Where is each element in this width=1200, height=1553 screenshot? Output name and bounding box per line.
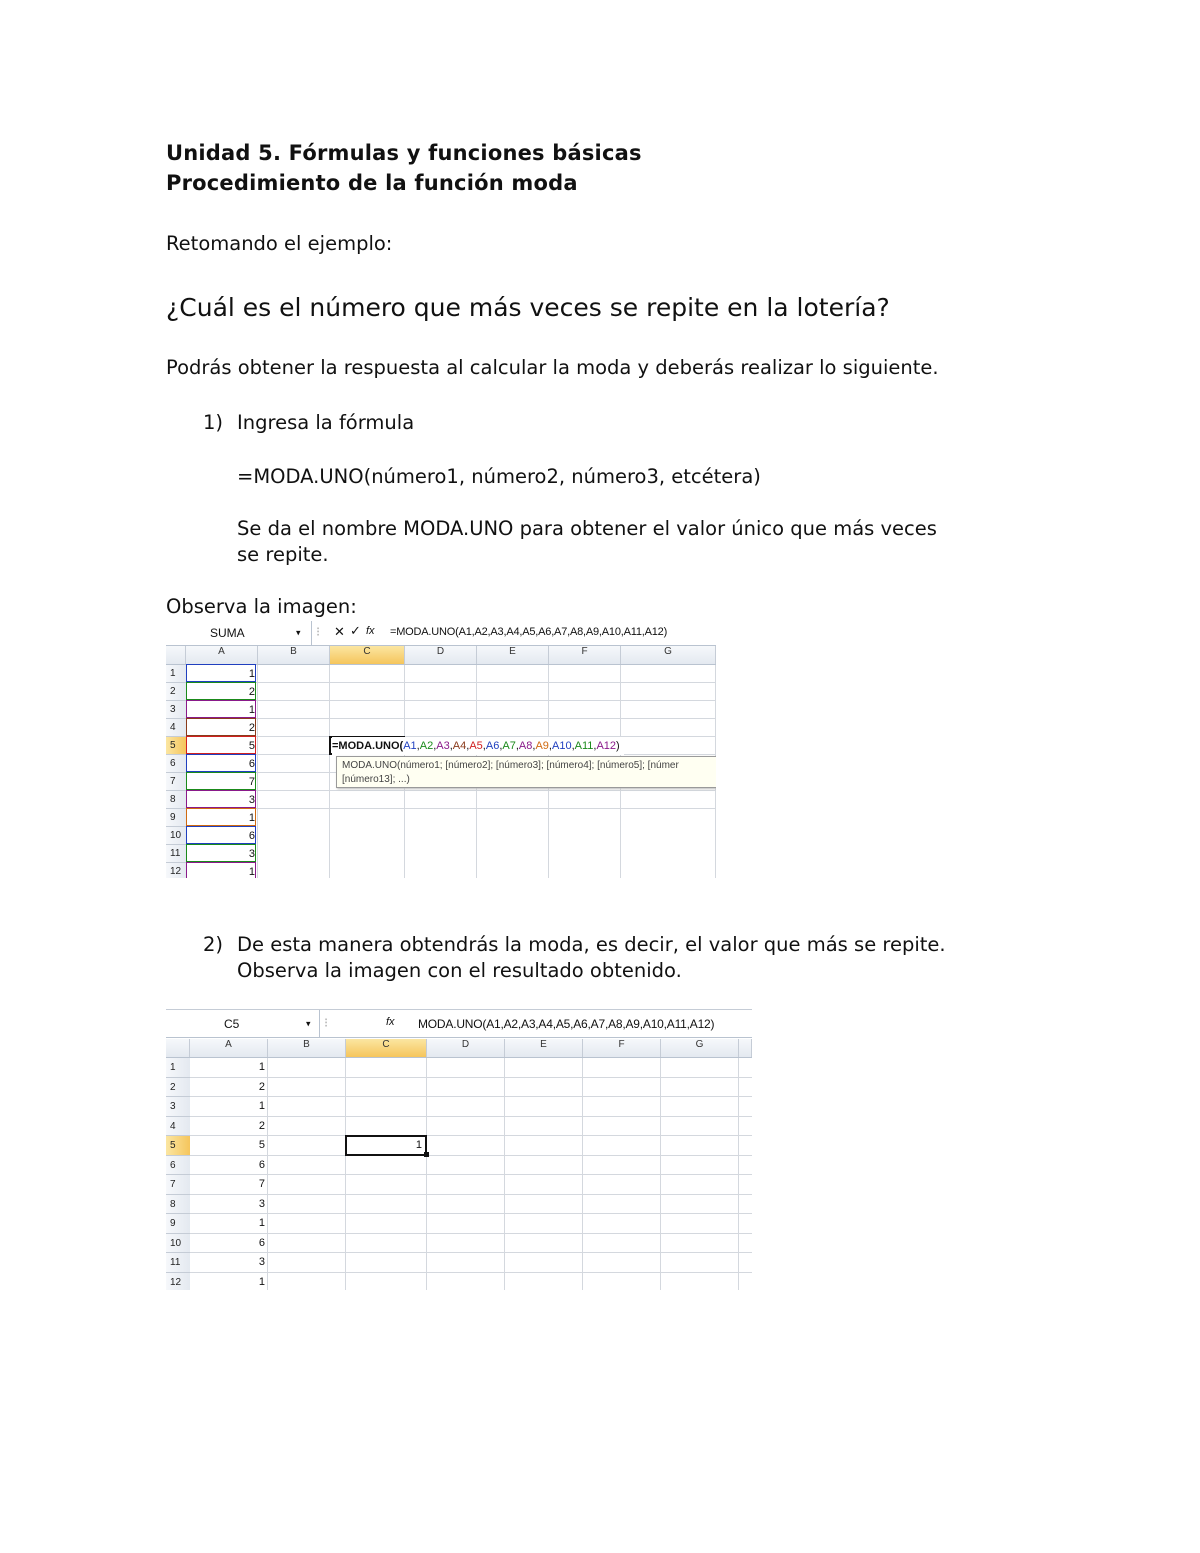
name-box-value: C5 — [224, 1016, 240, 1031]
step1-text: Ingresa la fórmula — [237, 411, 415, 434]
gridline-horizontal — [190, 1174, 752, 1175]
fill-handle[interactable] — [424, 1152, 429, 1157]
gridline-horizontal — [186, 808, 716, 809]
column-header-g[interactable]: G — [621, 646, 716, 664]
gridline-horizontal — [190, 1194, 752, 1195]
formula-separator: ) — [616, 740, 620, 752]
gridline-horizontal — [190, 1116, 752, 1117]
column-header-g[interactable]: G — [661, 1039, 739, 1057]
row-header-3[interactable]: 3 — [166, 701, 186, 719]
name-box[interactable] — [166, 621, 312, 645]
column-header-row — [166, 646, 716, 665]
gridline-horizontal — [186, 718, 716, 719]
formula-separator: , — [482, 740, 486, 752]
formula-bar — [166, 1010, 752, 1038]
column-header-d[interactable]: D — [427, 1039, 505, 1057]
cell-a3[interactable]: 1 — [258, 1100, 265, 1112]
step2-number: 2) — [203, 933, 224, 956]
column-header-b[interactable]: B — [258, 646, 330, 664]
step1-formula: =MODA.UNO(número1, número2, número3, etcétera) — [237, 465, 761, 488]
row-header-8[interactable]: 8 — [166, 1195, 190, 1215]
column-header-e[interactable]: E — [477, 646, 549, 664]
page-subtitle: Procedimiento de la función moda — [166, 171, 578, 195]
gridline-horizontal — [190, 1077, 752, 1078]
formula-separator: , — [466, 740, 470, 752]
tooltip-line1: MODA.UNO(número1; [número2]; [número3]; [número4]; [número5]; [númer — [342, 760, 679, 771]
formula-bar-input[interactable]: MODA.UNO(A1,A2,A3,A4,A5,A6,A7,A8,A9,A10,A11,A12) — [418, 1017, 715, 1031]
formula-bar — [166, 621, 716, 646]
formula-reference: A6 — [485, 740, 500, 752]
observe-text: Observa la imagen: — [166, 595, 357, 618]
row-header-12[interactable]: 12 — [166, 1273, 190, 1291]
step1-number: 1) — [203, 411, 224, 434]
row-header-10[interactable]: 10 — [166, 827, 186, 845]
gridline-horizontal — [186, 790, 716, 791]
row-header-7[interactable]: 7 — [166, 1175, 190, 1195]
column-header-f[interactable]: F — [583, 1039, 661, 1057]
cancel-icon[interactable]: ✕ — [334, 624, 345, 639]
question-heading: ¿Cuál es el número que más veces se repite en la lotería? — [166, 293, 890, 322]
cell-a2[interactable]: 2 — [258, 1080, 265, 1093]
cell-a2[interactable]: 2 — [248, 686, 255, 698]
grip-icon: ⁝ — [324, 1015, 329, 1030]
formula-separator: , — [532, 740, 536, 752]
cell-a5[interactable]: 5 — [248, 740, 255, 752]
formula-reference: A10 — [551, 740, 572, 752]
page-title: Unidad 5. Fórmulas y funciones básicas — [166, 141, 642, 165]
row-header-4[interactable]: 4 — [166, 719, 186, 737]
cell-a10[interactable]: 6 — [248, 830, 255, 842]
name-box[interactable] — [166, 1010, 320, 1037]
row-header-7[interactable]: 7 — [166, 773, 186, 791]
row-header-1[interactable]: 1 — [166, 665, 186, 683]
gridline-horizontal — [186, 700, 716, 701]
row-header-2[interactable]: 2 — [166, 1078, 190, 1098]
formula-function-name: =MODA.UNO( — [332, 740, 404, 752]
spreadsheet-screenshot-1 — [166, 621, 716, 878]
enter-check-icon[interactable]: ✓ — [350, 623, 361, 638]
sheet-grid — [166, 1039, 752, 1290]
column-header-c[interactable]: C — [346, 1039, 427, 1057]
insert-function-icon[interactable]: fx — [386, 1016, 395, 1028]
formula-reference: A4 — [452, 740, 467, 752]
formula-separator: , — [548, 740, 552, 752]
row-header-9[interactable]: 9 — [166, 1214, 190, 1234]
cell-a12[interactable]: 1 — [258, 1275, 265, 1288]
column-header-a[interactable]: A — [190, 1039, 268, 1057]
cell-a4[interactable]: 2 — [258, 1119, 265, 1132]
grip-icon: ⁝ — [316, 624, 321, 639]
column-header-c[interactable]: C — [330, 646, 405, 664]
cell-a7[interactable]: 7 — [248, 776, 255, 788]
cell-a6[interactable]: 6 — [248, 758, 255, 770]
formula-reference: A2 — [419, 740, 434, 752]
row-header-9[interactable]: 9 — [166, 809, 186, 827]
cell-a9[interactable]: 1 — [248, 812, 255, 824]
sheet-grid — [166, 646, 716, 878]
formula-bar-input[interactable]: =MODA.UNO(A1,A2,A3,A4,A5,A6,A7,A8,A9,A10,A11,A12) — [390, 626, 668, 638]
formula-separator: , — [593, 740, 597, 752]
cell-a10[interactable]: 6 — [258, 1236, 265, 1249]
column-header-a[interactable]: A — [186, 646, 258, 664]
select-all-corner[interactable] — [166, 646, 186, 664]
cell-a11[interactable]: 3 — [248, 848, 255, 860]
function-tooltip — [336, 756, 716, 788]
column-header-h[interactable] — [739, 1039, 752, 1057]
formula-reference: A8 — [518, 740, 533, 752]
cell-a1[interactable]: 1 — [258, 1061, 265, 1073]
gridline-horizontal — [190, 1135, 752, 1136]
step2-line1: De esta manera obtendrás la moda, es decir, el valor que más se repite. — [237, 933, 946, 956]
cell-a9[interactable]: 1 — [258, 1217, 265, 1229]
cell-a11[interactable]: 3 — [258, 1256, 265, 1268]
sheet-body — [166, 1058, 752, 1290]
cell-a5[interactable]: 5 — [258, 1139, 265, 1151]
row-header-2[interactable]: 2 — [166, 683, 186, 701]
formula-reference: A11 — [574, 740, 594, 752]
chevron-down-icon[interactable]: ▾ — [296, 627, 301, 638]
tooltip-line2: [número13]; ...) — [342, 774, 410, 785]
column-header-e[interactable]: E — [505, 1039, 583, 1057]
step1-explain-line1: Se da el nombre MODA.UNO para obtener el valor único que más veces — [237, 517, 937, 540]
row-header-1[interactable]: 1 — [166, 1058, 190, 1078]
formula-reference: A5 — [469, 740, 483, 752]
cell-a12[interactable]: 1 — [248, 866, 255, 878]
gridline-horizontal — [186, 682, 716, 683]
intro-text: Retomando el ejemplo: — [166, 232, 393, 255]
cell-a4[interactable]: 2 — [248, 722, 255, 734]
chevron-down-icon[interactable]: ▾ — [306, 1018, 311, 1028]
row-header-5[interactable]: 5 — [166, 737, 186, 755]
gridline-horizontal — [190, 1272, 752, 1273]
formula-separator: , — [449, 740, 453, 752]
formula-reference: A1 — [403, 740, 417, 752]
column-header-f[interactable]: F — [549, 646, 621, 664]
sheet-body — [166, 665, 716, 878]
cell-a6[interactable]: 6 — [258, 1158, 265, 1171]
cell-a7[interactable]: 7 — [258, 1178, 265, 1190]
formula-separator: , — [571, 740, 575, 752]
cell-a8[interactable]: 3 — [248, 794, 255, 806]
formula-separator: , — [416, 740, 420, 752]
row-header-11[interactable]: 11 — [166, 1253, 190, 1273]
column-header-b[interactable]: B — [268, 1039, 346, 1057]
gridline-horizontal — [190, 1096, 752, 1097]
spreadsheet-screenshot-2 — [166, 1009, 752, 1290]
gridline-horizontal — [190, 1233, 752, 1234]
formula-separator: , — [515, 740, 519, 752]
cell-a1[interactable]: 1 — [248, 668, 255, 680]
formula-separator: , — [433, 740, 437, 752]
cell-a8[interactable]: 3 — [258, 1197, 265, 1210]
formula-reference: A12 — [596, 740, 617, 752]
formula-reference: A3 — [436, 740, 450, 752]
select-all-corner[interactable] — [166, 1039, 190, 1057]
gridline-horizontal — [190, 1252, 752, 1253]
column-header-row — [166, 1039, 752, 1058]
row-header-4[interactable]: 4 — [166, 1117, 190, 1137]
row-header-8[interactable]: 8 — [166, 791, 186, 809]
step1-explain-line2: se repite. — [237, 543, 329, 566]
column-header-d[interactable]: D — [405, 646, 477, 664]
row-header-6[interactable]: 6 — [166, 1156, 190, 1176]
cell-a3[interactable]: 1 — [248, 704, 255, 716]
row-header-11[interactable]: 11 — [166, 845, 186, 863]
row-header-3[interactable]: 3 — [166, 1097, 190, 1117]
gridline-horizontal — [190, 1155, 752, 1156]
row-header-6[interactable]: 6 — [166, 755, 186, 773]
cell-c5-formula[interactable] — [332, 737, 624, 755]
gridline-horizontal — [190, 1213, 752, 1214]
row-header-5[interactable]: 5 — [166, 1136, 190, 1156]
active-cell-c5[interactable]: 1 — [345, 1135, 427, 1156]
row-header-12[interactable]: 12 — [166, 863, 186, 878]
step2-line2: Observa la imagen con el resultado obtenido. — [237, 959, 682, 982]
formula-reference: A7 — [502, 740, 516, 752]
name-box-value: SUMA — [210, 626, 245, 640]
row-header-10[interactable]: 10 — [166, 1234, 190, 1254]
lead-paragraph: Podrás obtener la respuesta al calcular la moda y deberás realizar lo siguiente. — [166, 356, 939, 379]
formula-reference: A9 — [535, 740, 549, 752]
insert-function-icon[interactable]: fx — [366, 625, 375, 637]
formula-separator: , — [499, 740, 503, 752]
